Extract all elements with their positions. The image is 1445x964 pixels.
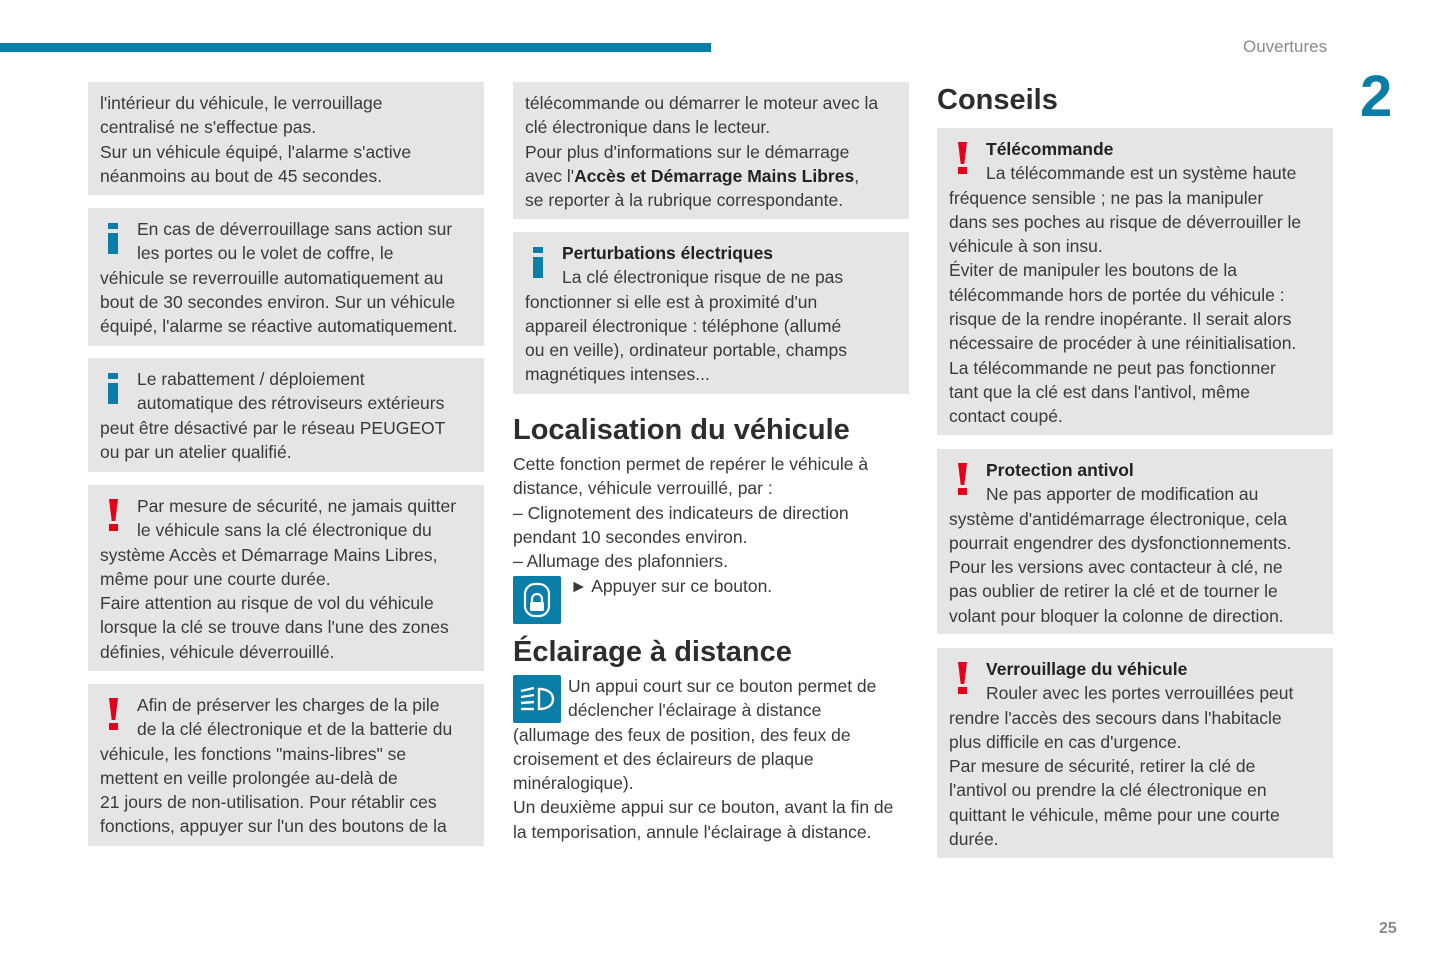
text-line: fonctions, appuyer sur l'un des boutons de la — [100, 816, 447, 837]
text-line: fonctionner si elle est à proximité d'un — [525, 291, 818, 312]
text-line: Un appui court sur ce bouton permet de — [568, 676, 877, 696]
text-line: l'antivol ou prendre la clé électronique en — [949, 780, 1267, 801]
text-line: véhicule, les fonctions "mains-libres" se — [100, 743, 407, 764]
text-line: Cette fonction permet de repérer le véhicule à — [513, 454, 869, 474]
text-line: équipé, l'alarme se réactive automatiquement. — [100, 316, 458, 337]
text-line: Par mesure de sécurité, retirer la clé de — [949, 756, 1256, 777]
text-line: déclencher l'éclairage à distance — [568, 700, 822, 721]
section-title: Ouvertures — [1243, 37, 1328, 56]
warning-icon — [957, 142, 968, 174]
text-line: Sur un véhicule équipé, l'alarme s'active — [100, 141, 412, 162]
text-line: distance, véhicule verrouillé, par : — [513, 478, 773, 499]
text-line: tant que la clé est dans l'antivol, même — [949, 381, 1251, 402]
warning-box-battery — [88, 684, 484, 846]
text-fragment: , — [854, 165, 860, 186]
page-number: 25 — [1379, 920, 1397, 937]
warning-icon — [108, 698, 119, 730]
heading-localisation: Localisation du véhicule — [513, 414, 850, 446]
text-fragment: avec l' — [525, 165, 575, 186]
text-line: Pour les versions avec contacteur à clé, ne — [949, 557, 1283, 578]
text-line: Rouler avec les portes verrouillées peut — [986, 683, 1294, 704]
text-line: croisement et des éclaireurs de plaque — [513, 748, 814, 769]
text-line: néanmoins au bout de 45 secondes. — [100, 165, 383, 186]
text-line: ou par un atelier qualifié. — [100, 441, 292, 462]
text-line: En cas de déverrouillage sans action sur — [137, 219, 453, 239]
text-line: dans ses poches au risque de déverrouiller le — [949, 211, 1302, 232]
text-line: système Accès et Démarrage Mains Libres, — [100, 544, 438, 565]
localisation-body — [513, 452, 913, 573]
text-line: la temporisation, annule l'éclairage à distance. — [513, 821, 872, 842]
box-title: Verrouillage du véhicule — [986, 659, 1188, 679]
warning-box-telecommande — [937, 128, 1333, 435]
info-box-interference — [513, 232, 909, 394]
text-line: volant pour bloquer la colonne de direction. — [949, 605, 1284, 626]
text-line: (allumage des feux de position, des feux de — [513, 724, 851, 745]
heading-eclairage: Éclairage à distance — [513, 636, 792, 668]
lock-locate-button-icon — [513, 576, 561, 624]
text-line: La télécommande ne peut pas fonctionner — [949, 357, 1276, 378]
box-title: Protection antivol — [986, 460, 1134, 480]
text-line: système d'antidémarrage électronique, cela — [949, 508, 1287, 529]
text-line: centralisé ne s'effectue pas. — [100, 117, 317, 138]
text-line: clé électronique dans le lecteur. — [525, 117, 771, 138]
locate-instruction: ► Appuyer sur ce bouton. — [570, 576, 773, 596]
box-title: Perturbations électriques — [562, 243, 774, 263]
text-line: pendant 10 secondes environ. — [513, 526, 748, 547]
text-line: mettent en veille prolongée au-delà de — [100, 767, 398, 788]
info-box-relock — [88, 208, 484, 346]
text-line: les portes ou le volet de coffre, le — [137, 243, 394, 264]
warning-box-antivol — [937, 449, 1333, 634]
text-line: l'intérieur du véhicule, le verrouillage — [100, 93, 383, 113]
text-line: rendre l'accès des secours dans l'habitacle — [949, 707, 1282, 728]
note-box-alarm — [88, 82, 484, 195]
text-line: Éviter de manipuler les boutons de la — [949, 260, 1237, 281]
text-line: appareil électronique : téléphone (allumé — [525, 315, 842, 336]
info-icon — [533, 247, 543, 277]
box-title: Télécommande — [986, 139, 1114, 159]
warning-icon — [957, 662, 968, 694]
warning-box-security — [88, 485, 484, 671]
text-line: peut être désactivé par le réseau PEUGEOT — [100, 417, 446, 438]
text-line: minéralogique). — [513, 773, 634, 794]
info-icon — [108, 373, 118, 403]
text-line: Pour plus d'informations sur le démarrage — [525, 141, 850, 162]
text-line: se reporter à la rubrique correspondante. — [525, 190, 844, 211]
text-line: Faire attention au risque de vol du véhicule — [100, 593, 434, 614]
text-line: La clé électronique risque de ne pas — [562, 267, 844, 288]
text-line: contact coupé. — [949, 406, 1063, 427]
warning-icon — [108, 499, 119, 531]
text-line: véhicule à son insu. — [949, 236, 1103, 257]
text-line: – Allumage des plafonniers. — [513, 551, 728, 572]
text-line — [525, 164, 897, 188]
text-line: risque de la rendre inopérante. Il serait alors — [949, 309, 1292, 330]
text-line: plus difficile en cas d'urgence. — [949, 731, 1182, 752]
warning-icon — [957, 463, 968, 495]
text-line: La télécommande est un système haute — [986, 163, 1297, 184]
text-line: – Clignotement des indicateurs de direction — [513, 502, 849, 523]
text-line: véhicule se reverrouille automatiquement au — [100, 267, 444, 288]
text-line: automatique des rétroviseurs extérieurs — [137, 393, 445, 414]
text-line: pourrait engendrer des dysfonctionnements. — [949, 532, 1292, 553]
header-accent-bar — [0, 43, 711, 52]
text-line: Ne pas apporter de modification au — [986, 484, 1259, 505]
text-line: bout de 30 secondes environ. Sur un véhicule — [100, 291, 456, 312]
text-line: Un deuxième appui sur ce bouton, avant la fin de — [513, 797, 894, 818]
text-line: fréquence sensible ; ne pas la manipuler — [949, 187, 1264, 208]
text-line: définies, véhicule déverrouillé. — [100, 641, 335, 662]
text-line: magnétiques intenses... — [525, 364, 710, 385]
bold-link-text: Accès et Démarrage Mains Libres — [574, 165, 855, 186]
text-line: nécessaire de procéder à une réinitialisation. — [949, 333, 1297, 354]
heading-conseils: Conseils — [937, 84, 1058, 116]
text-line: 21 jours de non-utilisation. Pour rétablir ces — [100, 792, 437, 813]
info-box-mirrors — [88, 358, 484, 472]
text-line: le véhicule sans la clé électronique du — [137, 520, 432, 541]
warning-box-verrouillage — [937, 648, 1333, 858]
text-line: télécommande ou démarrer le moteur avec la — [525, 93, 879, 113]
text-line: Le rabattement / déploiement — [137, 369, 365, 389]
text-line: quittant le véhicule, même pour une courte — [949, 804, 1280, 825]
text-line: même pour une courte durée. — [100, 568, 331, 589]
info-icon — [108, 223, 118, 253]
text-line: ou en veille), ordinateur portable, champs — [525, 340, 847, 361]
text-line: télécommande hors de portée du véhicule : — [949, 284, 1285, 305]
note-box-start — [513, 82, 909, 219]
text-line: Afin de préserver les charges de la pile — [137, 695, 440, 715]
text-line: Par mesure de sécurité, ne jamais quitter — [137, 496, 457, 516]
text-line: de la clé électronique et de la batterie du — [137, 719, 453, 740]
chapter-number: 2 — [1360, 64, 1393, 129]
eclairage-body — [513, 674, 913, 844]
text-line: durée. — [949, 829, 999, 850]
text-line: pas oublier de retirer la clé et de tourner le — [949, 581, 1278, 602]
text-line: lorsque la clé se trouve dans l'une des zones — [100, 617, 449, 638]
